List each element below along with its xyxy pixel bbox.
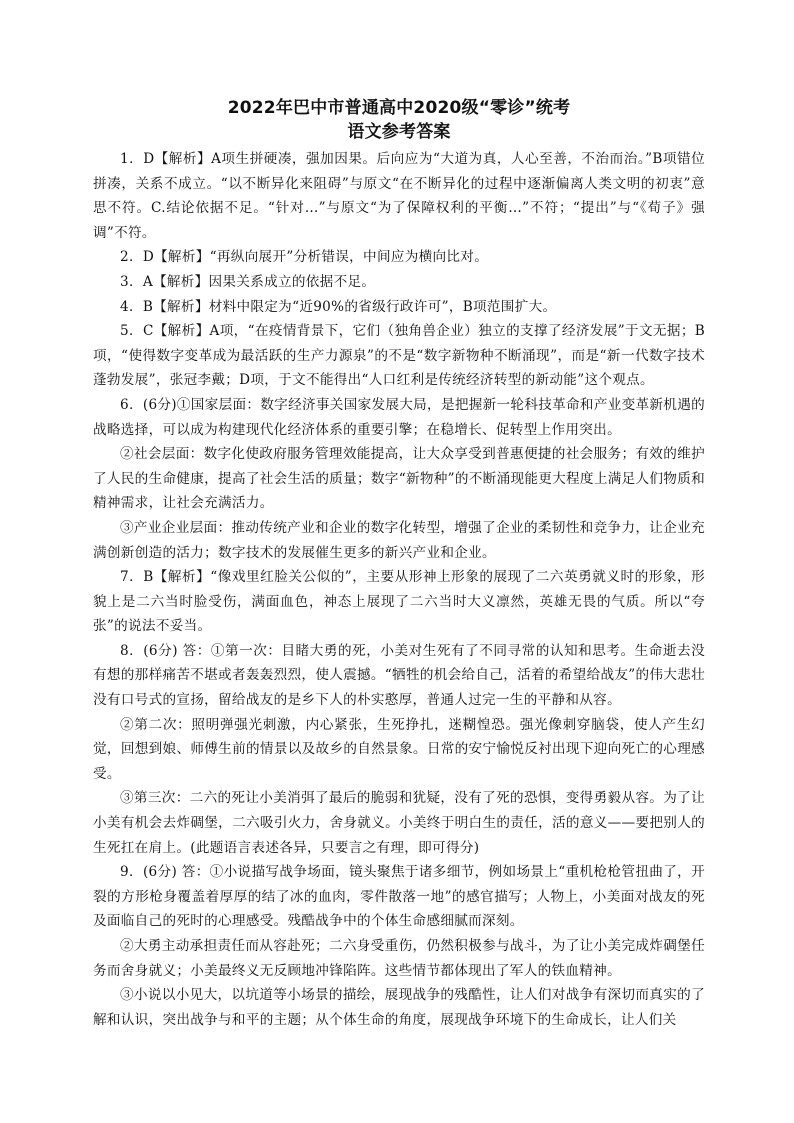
answer-q3: 3．A【解析】因果关系成立的依据不足。 (120, 273, 376, 290)
answer-q9-point2: ②大勇主动承担责任而从容赴死；二六身受重伤，仍然积极参与战斗，为了让小美完成炸碉堡任务而舍身就义；小美最终义无反顾地冲锋陷阵。这些情节都体现出了军人的铁血精神。 (93, 938, 705, 979)
answer-q9-point1: 9．(6分) 答：①小说描写战争场面，镜头聚焦于诸多细节，例如场景上“重机枪枪管扭曲了，开裂的方形枪身覆盖着厚厚的结了冰的血肉，零件散落一地”的感官描写；人物上，小美面对战友的死及面临自己的死时的心理感受。残酷战争中的个体生命感细腻而深刻。 (93, 864, 705, 930)
answer-q5: 5．C【解析】A项，“在疫情背景下，它们（独角兽企业）独立的支撑了经济发展”于文无据；B项，“使得数字变革成为最活跃的生产力源泉”的不是“数字新物种不断涌现”，而是“新一代数字技术蓬勃发展”，张冠李戴；D项，于文不能得出“人口红利是传统经济转型的新动能”这个观点。 (93, 323, 705, 389)
answer-q6-point2: ②社会层面：数字化使政府服务管理效能提高，让大众享受到普惠便捷的社会服务；有效的维护了人民的生命健康，提高了社会生活的质量；数字“新物种”的不断涌现能更大程度上满足人们物质和精神需求，让社会充满活力。 (93, 446, 705, 512)
document-subtitle: 语文参考答案 (347, 122, 451, 142)
answer-body (93, 147, 705, 1032)
answer-q6-point1: 6．(6分)①国家层面：数字经济事关国家发展大局，是把握新一轮科技革命和产业变革新机遇的战略选择，可以成为构建现代化经济体系的重要引擎；在稳增长、促转型上作用突出。 (93, 396, 705, 438)
answer-sheet-page (93, 96, 705, 1032)
answer-q9-point3: ③小说以小见大，以坑道等小场景的描绘，展现战争的残酷性，让人们对战争有深切而真实的了解和认识，突出战争与和平的主题；从个体生命的角度，展现战争环境下的生命成长，让人们关 (93, 987, 705, 1028)
answer-q2: 2．D【解析】“再纵向展开”分析错误，中间应为横向比对。 (120, 249, 489, 266)
answer-q8-point3: ③第三次：二六的死让小美消弭了最后的脆弱和犹疑，没有了死的恐惧，变得勇毅从容。为了让小美有机会去炸碉堡，二六吸引火力，舍身就义。小美终于明白生的责任，活的意义——要把别人的生死扛在肩上。(此题语言表述各异，只要言之有理，即可得分) (93, 790, 705, 856)
answer-q4: 4．B【解析】材料中限定为“近90%的省级行政许可”，B项范围扩大。 (120, 298, 557, 315)
answer-q8-point2: ②第二次：照明弹强光刺激，内心紧张，生死挣扎，迷糊惶恐。强光像刺穿脑袋，使人产生幻觉，回想到娘、师傅生前的情景以及故乡的自然景象。日常的安宁愉悦反衬出现下迎向死亡的心理感受。 (93, 716, 705, 782)
answer-q1: 1．D【解析】A项生拼硬凑，强加因果。后向应为“大道为真，人心至善，不治而治。”B项错位拼凑，关系不成立。“以不断异化来阻碍”与原文“在不断异化的过程中逐渐偏离人类文明的初衷”意思不符。C.结论依据不足。“针对…”与原文“为了保障权利的平衡…”不符；“提出”与“《荀子》强调”不符。 (93, 151, 705, 241)
answer-q7: 7．B【解析】“像戏里红脸关公似的”，主要从形神上形象的展现了二六英勇就义时的形象，形貌上是二六当时脸受伤，满面血色，神态上展现了二六当时大义凛然，英雄无畏的气质。所以“夸张”的说法不妥当。 (93, 569, 705, 635)
document-title: 2022年巴中市普通高中2020级“零诊”统考 (227, 98, 571, 118)
answer-q8-point1: 8．(6分) 答：①第一次：目睹大勇的死，小美对生死有了不同寻常的认知和思考。生命逝去没有想的那样痛苦不堪或者轰轰烈烈，使人震撼。“牺牲的机会给自己，活着的希望给战友”的伟大悲壮没有口号式的宣扬，留给战友的是乡下人的朴实憨厚，普通人过完一生的平静和从容。 (93, 642, 705, 709)
answer-q6-point3: ③产业企业层面：推动传统产业和企业的数字化转型，增强了企业的柔韧性和竞争力，让企业充满创新创造的活力；数字技术的发展催生更多的新兴产业和企业。 (93, 519, 705, 561)
